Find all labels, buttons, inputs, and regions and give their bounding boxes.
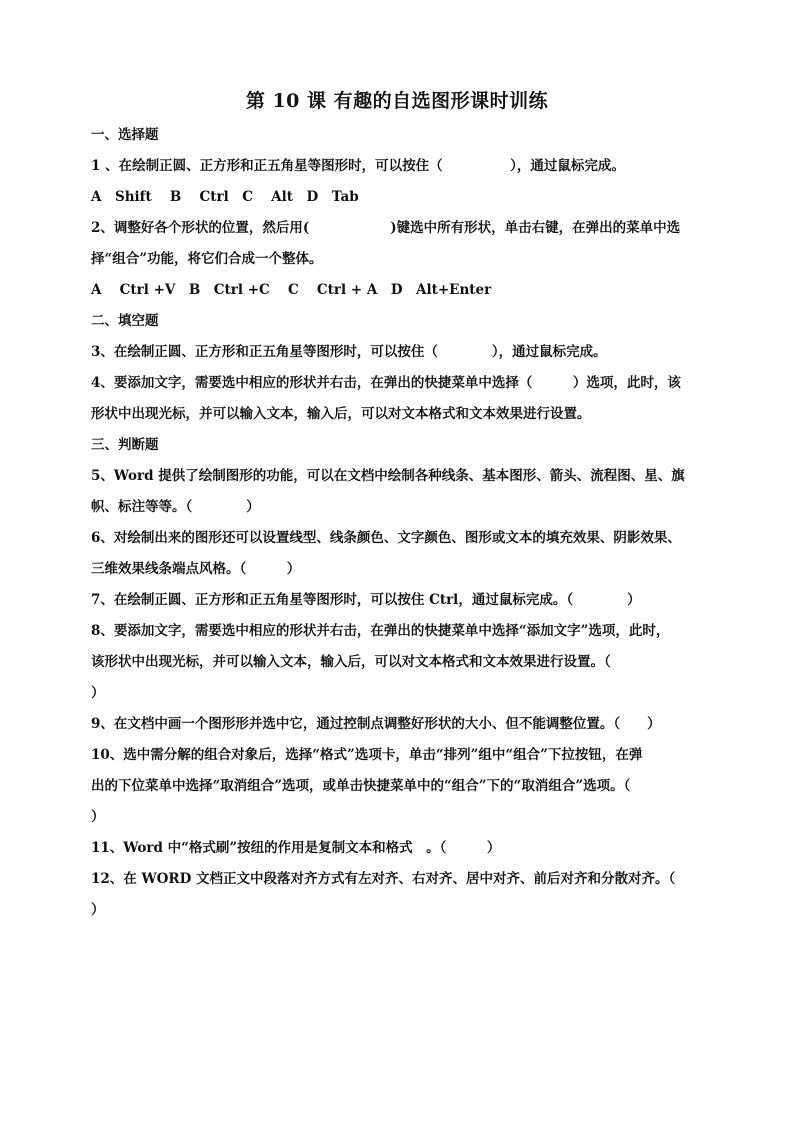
question-6-line-1: 6、对绘制出来的图形还可以设置线型、线条颜色、文字颜色、图形或文本的填充效果、阴影效果、 (91, 530, 681, 546)
question-9: 9、在文档中画一个图形形并选中它，通过控制点调整好形状的大小、但不能调整位置。（ ） (91, 716, 661, 732)
question-4-line-2: 形状中出现光标，并可以输入文本，输入后，可以对文本格式和文本效果进行设置。 (91, 406, 591, 422)
question-3: 3、在绘制正圆、正方形和正五角星等图形时，可以按住（ ），通过鼠标完成。 (91, 344, 607, 360)
question-7: 7、在绘制正圆、正方形和正五角星等图形时，可以按住 Ctrl，通过鼠标完成。（ ） (91, 592, 641, 608)
question-2-line-2: 择“组合”功能，将它们合成一个整体。 (91, 251, 323, 267)
question-1-options: A Shift B Ctrl C Alt D Tab (91, 189, 359, 205)
question-4-line-1: 4、要添加文字，需要选中相应的形状并右击，在弹出的快捷菜单中选择（ ）选项，此时，该 (91, 375, 681, 391)
section-choice-heading: 一、选择题 (91, 127, 159, 143)
question-5-line-2: 帜、标注等等。（ ） (91, 499, 260, 515)
question-10-line-3: ） (91, 809, 105, 825)
question-2-options: A Ctrl +V B Ctrl +C C Ctrl + A D Alt+Enter (91, 282, 492, 298)
section-fill-heading: 二、填空题 (91, 313, 159, 329)
exercise-content (91, 120, 703, 926)
question-12-line-2: ） (91, 902, 105, 918)
question-6-line-2: 三维效果线条端点风格。（ ） (91, 561, 301, 577)
question-2-line-1: 2、调整好各个形状的位置，然后用( )键选中所有形状，单击右键，在弹出的菜单中选 (91, 220, 681, 236)
question-11: 11、Word 中“格式刷”按纽的作用是复制文本和格式 。（ ） (91, 840, 501, 856)
question-10-line-1: 10、选中需分解的组合对象后，选择“格式”选项卡，单击“排列”组中“组合”下拉按钮，在弹 (91, 747, 643, 763)
page-title: 第 10 课 有趣的自选图形课时训练 (245, 90, 549, 112)
section-judge-heading: 三、判断题 (91, 437, 159, 453)
question-5-line-1: 5、Word 提供了绘制图形的功能，可以在文档中绘制各种线条、基本图形、箭头、流程图、星、旗 (91, 468, 685, 484)
question-10-line-2: 出的下位菜单中选择“取消组合”选项，或单击快捷菜单中的“组合”下的“取消组合”选项。（ (91, 778, 631, 794)
question-12-line-1: 12、在 WORD 文档正文中段落对齐方式有左对齐、右对齐、居中对齐、前后对齐和分散对齐。（ (91, 871, 676, 887)
question-8-line-3: ） (91, 685, 105, 701)
question-1: 1 、在绘制正圆、正方形和正五角星等图形时，可以按住（ ），通过鼠标完成。 (91, 158, 625, 174)
question-8-line-2: 该形状中出现光标，并可以输入文本，输入后，可以对文本格式和文本效果进行设置。（ (91, 654, 611, 670)
question-8-line-1: 8、要添加文字，需要选中相应的形状并右击，在弹出的快捷菜单中选择“添加文字”选项，此时， (91, 623, 670, 639)
